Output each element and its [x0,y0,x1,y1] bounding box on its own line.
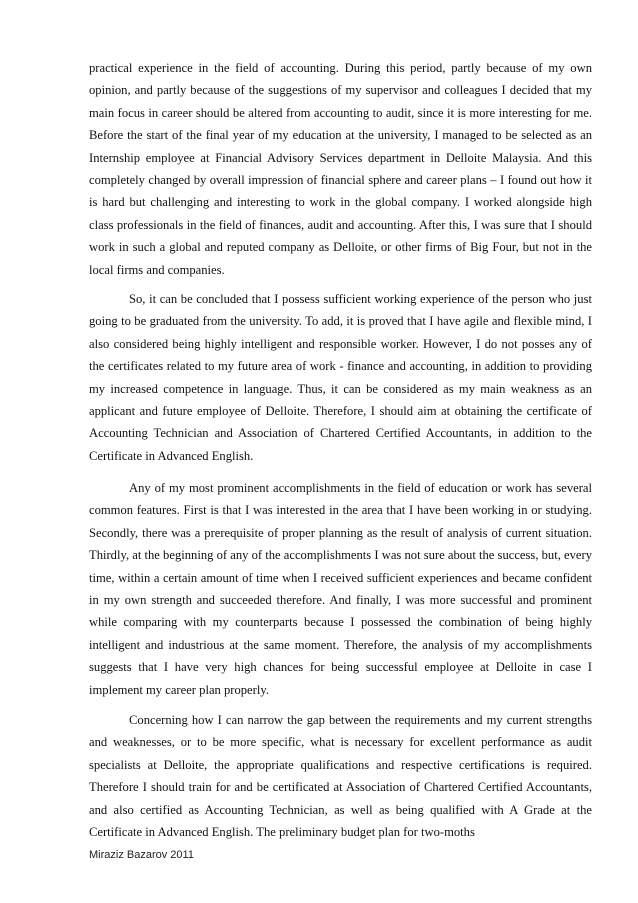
page-footer: Miraziz Bazarov 2011 [89,849,194,861]
paragraph-4 [89,709,592,843]
paragraph-text: Any of my most prominent accomplishments in the field of education or work has several common features. First is that I was interested in the area that I have been working in or studying. Secondly, there was a prerequisite of proper planning as the result of analysis of current situation. Thirdly, at the beginning of any of the accomplishments I was not sure about the success, but, every time, within a certain amount of time when I received sufficient experiences and became confident in my own strength and succeeded therefore. And finally, I was more successful and prominent while comparing with my counterparts because I possessed the combination of being highly intelligent and industrious at the same moment. Therefore, the analysis of my accomplishments suggests that I have very high chances for being successful employee at Delloite in case I implement my career plan properly. [89,481,592,697]
paragraph-text: So, it can be concluded that I possess sufficient working experience of the person who just going to be graduated from the university. To add, it is proved that I have agile and flexible mind, I also considered being highly intelligent and responsible worker. However, I do not posses any of the certificates related to my future area of work - finance and accounting, in addition to providing my increased competence in language. Thus, it can be considered as my main weakness as an applicant and future employee of Delloite. Therefore, I should aim at obtaining the certificate of Accounting Technician and Association of Chartered Certified Accountants, in addition to the Certificate in Advanced English. [89,292,592,463]
paragraph-text: Concerning how I can narrow the gap between the requirements and my current strengths and weaknesses, or to be more specific, what is necessary for excellent performance as audit specialists at Delloite, the appropriate qualifications and respective certifications is required. Therefore I should train for and be certificated at Association of Chartered Certified Accountants, and also certified as Accounting Technician, as well as being qualified with A Grade at the Certificate in Advanced English. The preliminary budget plan for two-moths [89,713,592,840]
paragraph-text: practical experience in the field of accounting. During this period, partly because of my own opinion, and partly because of the suggestions of my supervisor and colleagues I decided that my main focus in career should be altered from accounting to audit, since it is more interesting for me. Before the start of the final year of my education at the university, I managed to be selected as an Internship employee at Financial Advisory Services department in Delloite Malaysia. And this completely changed by overall impression of financial sphere and career plans – I found out how it is hard but challenging and interesting to work in the global company. I worked alongside high class professionals in the field of finances, audit and accounting. After this, I was sure that I should work in such a global and reputed company as Delloite, or other firms of Big Four, but not in the local firms and companies. [89,61,592,277]
paragraph-2 [89,288,592,467]
paragraph-1 [89,57,592,281]
paragraph-3 [89,477,592,701]
